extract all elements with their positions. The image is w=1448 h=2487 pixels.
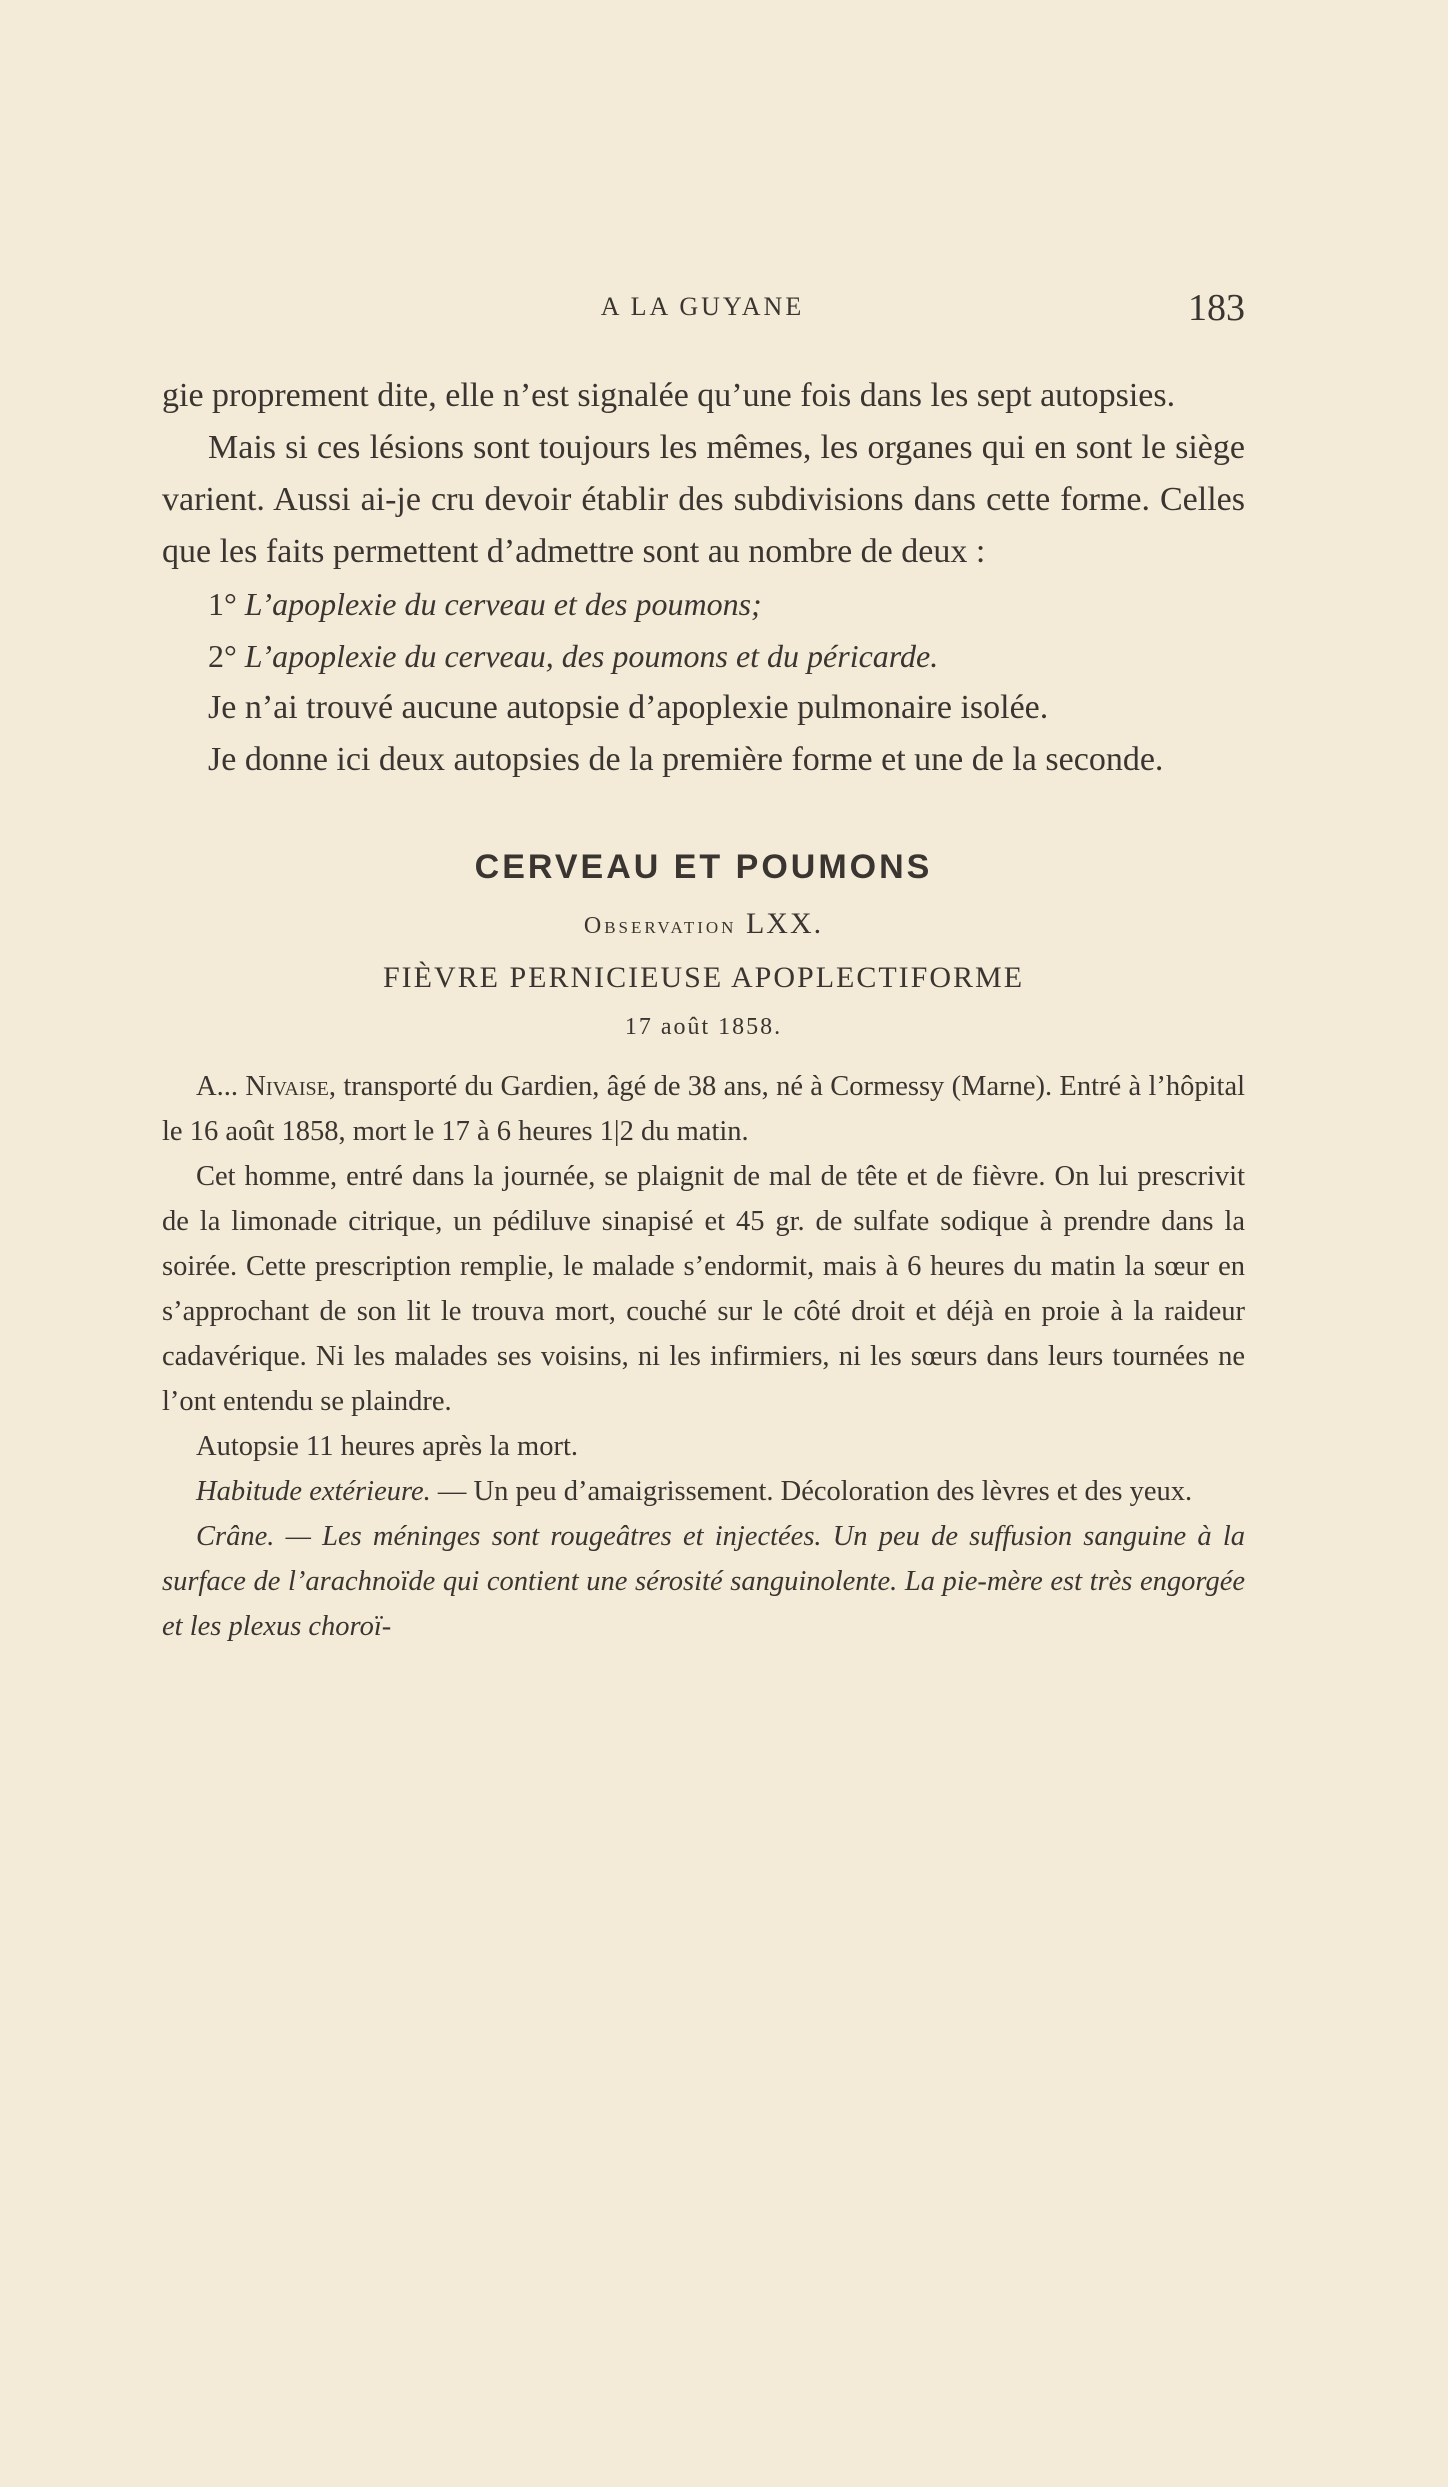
- external-habit-label: Habitude extérieure.: [196, 1476, 431, 1507]
- patient-initial: A...: [196, 1071, 238, 1102]
- case-history-paragraph: Cet homme, entré dans la journée, se plaignit de mal de tête et de fièvre. On lui prescrivit de la limonade citrique, un pédiluve sinapisé et 45 gr. de sulfate sodique à prendre dans la soirée. Cette prescription remplie, le malade s’endormit, mais à 6 heures du matin la sœur en s’approchant de son lit le trouva mort, couché sur le côté droit et déjà en proie à la raideur cadavérique. Ni les malades ses voisins, ni les infirmiers, ni les sœurs dans leurs tournées ne l’ont entendu se plaindre.: [162, 1161, 1245, 1417]
- list-item-1-text: L’apoplexie du cerveau et des poumons;: [244, 586, 762, 622]
- patient-name: Nivaise: [245, 1071, 329, 1102]
- list-item-1: [162, 578, 1245, 630]
- page-header: [160, 287, 1245, 340]
- observation-label: Observation: [583, 913, 737, 939]
- observation-date: 17 août 1858.: [624, 1014, 783, 1040]
- list-item-2-number: 2°: [208, 638, 237, 674]
- observation-number: LXX.: [745, 907, 824, 940]
- external-habit-text: — Un peu d’amaigrissement. Décoloration des lèvres et des yeux.: [430, 1476, 1193, 1507]
- paragraph-autopsies: Je donne ici deux autopsies de la première forme et une de la seconde.: [208, 741, 1164, 778]
- patient-details: , transporté du Gardien, âgé de 38 ans, né à Cormessy (Marne). Entré à l’hôpital le 16 août 1858, mort le 17 à 6 heures 1|2 du matin.: [162, 1071, 1246, 1147]
- running-title: A LA GUYANE: [600, 292, 805, 321]
- case-external-habit: [162, 1469, 1245, 1514]
- diagnosis-heading: FIÈVRE PERNICIEUSE APOPLECTIFORME: [382, 961, 1025, 994]
- paragraph-continuation: gie proprement dite, elle n’est signalée qu’une fois dans les sept autopsies.: [162, 377, 1176, 414]
- list-item-2-text: L’apoplexie du cerveau, des poumons et du péricarde.: [244, 638, 939, 674]
- body-text: [162, 370, 1245, 1649]
- list-item-1-number: 1°: [208, 586, 237, 622]
- case-skull-paragraph: Crâne. — Les méninges sont rougeâtres et injectées. Un peu de suffusion sanguine à la surface de l’arachnoïde qui contient une sérosité sanguinolente. La pie-mère est très engorgée et les plexus choroï-: [162, 1521, 1245, 1642]
- page-number: 183: [1188, 287, 1245, 329]
- case-autopsy-timing: Autopsie 11 heures après la mort.: [196, 1431, 579, 1462]
- section-title: CERVEAU ET POUMONS: [474, 848, 933, 886]
- case-patient-paragraph: [162, 1064, 1245, 1154]
- paragraph-no-autopsy: Je n’ai trouvé aucune autopsie d’apoplexie pulmonaire isolée.: [208, 689, 1049, 726]
- observation-heading: [162, 902, 1245, 948]
- list-item-2: [162, 630, 1245, 682]
- paragraph-subdivisions: Mais si ces lésions sont toujours les mêmes, les organes qui en sont le siège varient. Aussi ai-je cru devoir établir des subdivisions dans cette forme. Celles que les faits permettent d’admettre sont au nombre de deux :: [162, 429, 1245, 570]
